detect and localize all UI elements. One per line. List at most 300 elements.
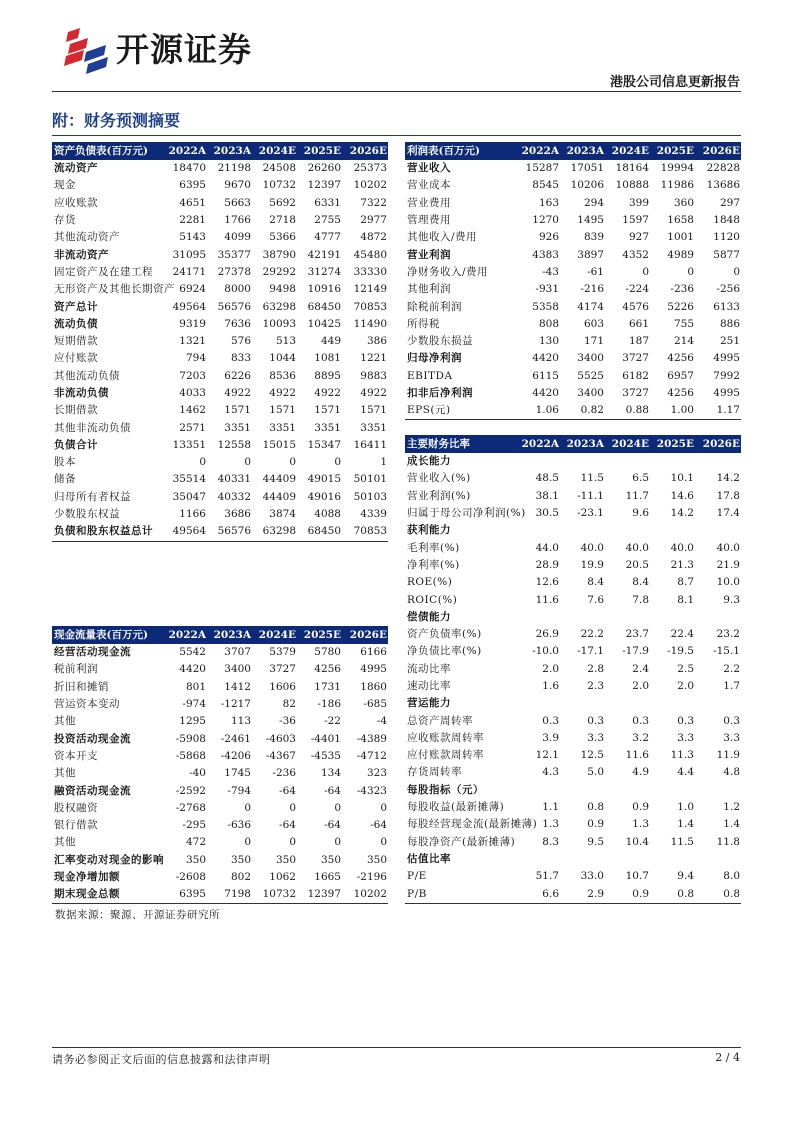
year-header: 2022A <box>162 142 207 160</box>
cell-value: 12.5 <box>580 749 604 762</box>
cell-value: 399 <box>628 196 649 209</box>
table-row <box>52 160 388 177</box>
cell-value: 23.2 <box>716 628 740 641</box>
cell-value: 49015 <box>307 473 341 486</box>
cell-value: 0 <box>334 801 341 814</box>
cell-value: 4.4 <box>677 766 694 779</box>
cell-value: 1120 <box>713 231 740 244</box>
cell-value: 7992 <box>713 369 740 382</box>
table-row <box>405 264 741 281</box>
cell-value: 5692 <box>269 196 296 209</box>
cell-value: 1.3 <box>632 818 649 831</box>
row-label: 管理费用 <box>407 214 451 227</box>
table-row <box>52 350 388 367</box>
cell-value <box>695 851 741 868</box>
cell-value: 7636 <box>224 317 251 330</box>
cell-value: 2.2 <box>723 662 740 675</box>
year-header: 2022A <box>515 142 560 160</box>
cell-value: 22828 <box>706 162 740 175</box>
cell-value: 1462 <box>179 404 206 417</box>
table-row <box>405 212 741 229</box>
cell-value: 3727 <box>622 387 649 399</box>
cell-value: 3707 <box>224 646 251 659</box>
cell-value: 5226 <box>667 300 694 313</box>
cell-value: 42191 <box>307 248 341 261</box>
cell-value: 7.6 <box>587 593 604 606</box>
cell-value: 4872 <box>360 231 387 244</box>
row-label: 少数股东损益 <box>407 335 473 348</box>
cell-value: 3727 <box>269 663 296 676</box>
cell-value: -186 <box>317 698 341 711</box>
cell-value: 3897 <box>577 248 604 261</box>
cell-value: 9498 <box>269 283 296 296</box>
cell-value: -4389 <box>356 732 387 745</box>
cell-value: -23.1 <box>577 507 604 520</box>
cell-value: 5525 <box>577 369 604 382</box>
row-label: 归母净利润 <box>407 352 462 365</box>
category-row <box>405 695 741 712</box>
row-label: EBITDA <box>407 369 453 382</box>
cell-value: 4995 <box>360 663 387 676</box>
cell-value: 0.82 <box>560 402 605 420</box>
cell-value: 4174 <box>577 300 604 313</box>
cell-value: 1270 <box>532 214 559 227</box>
cell-value: 9.3 <box>723 593 740 606</box>
cell-value: 11.5 <box>580 472 604 485</box>
cell-value: 134 <box>320 767 341 780</box>
cell-value: 35514 <box>172 473 206 486</box>
cell-value: 350 <box>366 853 387 866</box>
cell-value: 350 <box>230 853 251 866</box>
table-row <box>52 748 388 765</box>
cell-value: 5143 <box>179 231 206 244</box>
table-header-row <box>52 626 388 644</box>
cell-value: 8.3 <box>542 835 559 848</box>
cell-value: 50101 <box>353 473 387 486</box>
cell-value: -5868 <box>175 749 206 762</box>
cell-value: 0 <box>244 456 251 469</box>
row-label: 营业收入 <box>407 162 451 175</box>
cell-value: 801 <box>185 680 206 693</box>
cell-value: 10916 <box>307 283 341 296</box>
row-label: 流动资产 <box>54 162 98 175</box>
cell-value: 17.4 <box>716 507 740 520</box>
cell-value <box>560 851 605 868</box>
cell-value: 2755 <box>314 214 341 227</box>
table-row <box>52 437 388 454</box>
row-label: 其他 <box>54 715 76 728</box>
cell-value: 1571 <box>269 404 296 417</box>
table-row <box>405 661 741 678</box>
cell-value: 22.2 <box>580 628 604 641</box>
cell-value: 31095 <box>172 248 206 261</box>
year-header: 2025E <box>650 142 695 160</box>
cell-value: 297 <box>719 196 740 209</box>
cell-value: 8.1 <box>677 593 694 606</box>
table-row <box>52 333 388 350</box>
table-row <box>52 523 388 541</box>
table-row <box>405 368 741 385</box>
row-label: 税前利润 <box>54 663 98 676</box>
cell-value: 1.06 <box>515 402 560 420</box>
cell-value: 12397 <box>307 179 341 192</box>
cell-value: 50103 <box>353 490 387 503</box>
cell-value: 0 <box>199 456 206 469</box>
cell-value: -17.9 <box>622 645 649 658</box>
table-row <box>52 402 388 419</box>
cell-value: 4922 <box>269 387 296 399</box>
cell-value: 3.3 <box>723 731 740 744</box>
cell-value: 1597 <box>622 214 649 227</box>
cell-value: 513 <box>275 335 296 348</box>
table-row <box>52 454 388 471</box>
cell-value: 6924 <box>179 283 206 296</box>
cell-value: 3351 <box>314 421 341 434</box>
cell-value: -64 <box>324 819 341 832</box>
cell-value <box>695 522 741 539</box>
table-row <box>52 782 388 799</box>
cell-value: 4420 <box>532 387 559 399</box>
row-label: ROE(%) <box>407 576 453 589</box>
cell-value: 29292 <box>262 265 296 278</box>
cell-value: 808 <box>538 317 559 330</box>
cell-value: 1665 <box>314 871 341 883</box>
table-row <box>405 712 741 729</box>
row-label: 现金净增加额 <box>54 871 120 883</box>
table-row <box>52 679 388 696</box>
row-label: 营运能力 <box>407 697 451 710</box>
cell-value: 9883 <box>360 369 387 382</box>
cell-value: 214 <box>673 335 694 348</box>
cell-value: 11.8 <box>716 835 740 848</box>
table-row <box>405 470 741 487</box>
cell-value: -4712 <box>356 749 387 762</box>
table-row <box>52 869 388 886</box>
cell-value: -685 <box>363 698 387 711</box>
cell-value: 4099 <box>224 231 251 244</box>
cell-value: -22 <box>324 715 341 728</box>
cell-value: 113 <box>230 715 251 728</box>
cell-value: 40332 <box>217 490 251 503</box>
cell-value: 163 <box>538 196 559 209</box>
cell-value: 4256 <box>667 352 694 365</box>
cell-value: 6115 <box>532 369 559 382</box>
table-row <box>405 195 741 212</box>
cell-value: 40.0 <box>625 541 649 554</box>
cell-value: 68450 <box>297 523 342 541</box>
row-label: 短期借款 <box>54 335 98 348</box>
row-label: 长期借款 <box>54 404 98 417</box>
row-label: 储备 <box>54 473 76 486</box>
cell-value: 8895 <box>314 369 341 382</box>
cell-value: 12397 <box>297 886 342 904</box>
cell-value <box>605 695 650 712</box>
cell-value: 10093 <box>262 317 296 330</box>
title-divider <box>52 135 741 136</box>
cell-value: 13351 <box>172 438 206 451</box>
cell-value: 1.0 <box>677 801 694 814</box>
cell-value: -4535 <box>310 749 341 762</box>
cell-value: 0.3 <box>677 714 694 727</box>
row-label: 除税前利润 <box>407 300 462 313</box>
cell-value <box>515 453 560 470</box>
table-title: 利润表(百万元) <box>405 142 515 160</box>
cell-value: 576 <box>230 335 251 348</box>
cell-value: 7203 <box>179 369 206 382</box>
cell-value: 1.17 <box>695 402 741 420</box>
cell-value: 0 <box>380 836 387 849</box>
row-label: 其他利润 <box>407 283 451 296</box>
cell-value: 16411 <box>353 438 387 451</box>
row-label: 负债合计 <box>54 438 98 451</box>
cell-value <box>695 695 741 712</box>
cell-value: 0.9 <box>632 801 649 814</box>
cell-value: 3686 <box>224 508 251 521</box>
cell-value: 40331 <box>217 473 251 486</box>
cell-value: 1745 <box>224 767 251 780</box>
row-label: 股本 <box>54 456 76 469</box>
year-header: 2026E <box>695 435 741 453</box>
table-row <box>52 661 388 678</box>
cell-value: 4.3 <box>542 766 559 779</box>
cell-value: 6331 <box>314 196 341 209</box>
cell-value: -36 <box>279 715 296 728</box>
row-label: 营业成本 <box>407 179 451 192</box>
cell-value: 10.7 <box>625 870 649 883</box>
row-label: 经营活动现金流 <box>54 646 131 659</box>
cell-value: 45480 <box>353 248 387 261</box>
cell-value: 70853 <box>342 523 388 541</box>
cell-value <box>695 609 741 626</box>
table-row <box>405 177 741 194</box>
row-label: 所得税 <box>407 317 440 330</box>
table-row <box>52 765 388 782</box>
cell-value: -10.0 <box>532 645 559 658</box>
cell-value: 1.6 <box>542 680 559 692</box>
cell-value: 21.3 <box>670 558 694 571</box>
cell-value: 0.8 <box>587 801 604 814</box>
cell-value: 26.9 <box>535 628 559 641</box>
category-row <box>405 782 741 799</box>
year-header: 2023A <box>207 142 252 160</box>
table-row <box>405 885 741 903</box>
cell-value: -17.1 <box>577 645 604 658</box>
cell-value <box>650 851 695 868</box>
cell-value: 2977 <box>360 214 387 227</box>
cell-value: 11.5 <box>670 835 694 848</box>
cell-value: 1221 <box>360 352 387 365</box>
cell-value: 23.7 <box>625 628 649 641</box>
table-row <box>52 730 388 747</box>
table-row <box>405 246 741 263</box>
cell-value: 5.0 <box>587 766 604 779</box>
cell-value: 3351 <box>224 421 251 434</box>
cell-value: -64 <box>324 784 341 797</box>
table-row <box>405 747 741 764</box>
cell-value: 2.9 <box>560 885 605 903</box>
cell-value: -61 <box>587 265 604 278</box>
row-label: 流动比率 <box>407 662 451 675</box>
year-header: 2023A <box>560 435 605 453</box>
row-label: 资产总计 <box>54 300 98 313</box>
cell-value: 24508 <box>262 162 296 175</box>
cell-value <box>560 453 605 470</box>
cell-value: 8.0 <box>723 870 740 883</box>
cell-value: -1217 <box>220 698 251 711</box>
cell-value <box>560 695 605 712</box>
cell-value: 8.7 <box>677 576 694 589</box>
cell-value: 2.8 <box>587 662 604 675</box>
cell-value: 794 <box>185 352 206 365</box>
cell-value: 4256 <box>314 663 341 676</box>
cell-value: 20.5 <box>625 558 649 571</box>
table-row <box>52 852 388 869</box>
cell-value: 0.88 <box>605 402 650 420</box>
row-label: 投资活动现金流 <box>54 732 131 745</box>
cell-value: 8536 <box>269 369 296 382</box>
cell-value: 4.8 <box>723 766 740 779</box>
cell-value: -64 <box>279 819 296 832</box>
table-row <box>52 471 388 488</box>
cell-value: 6957 <box>667 369 694 382</box>
cell-value: 187 <box>628 335 649 348</box>
cell-value <box>605 453 650 470</box>
cell-value: 70853 <box>353 300 387 313</box>
cell-value: 2.4 <box>632 662 649 675</box>
source-note: 数据来源：聚源、开源证券研究所 <box>55 909 220 921</box>
cell-value: 15347 <box>307 438 341 451</box>
cell-value: 0 <box>380 801 387 814</box>
cell-value: 802 <box>230 871 251 883</box>
row-label: 其他 <box>54 767 76 780</box>
cell-value: 0 <box>289 836 296 849</box>
cell-value: 294 <box>583 196 604 209</box>
cell-value <box>605 782 650 799</box>
table-row <box>405 229 741 246</box>
table-row <box>405 281 741 298</box>
category-row <box>405 453 741 470</box>
cell-value: 1062 <box>269 871 296 883</box>
row-label: 净财务收入/费用 <box>407 265 489 278</box>
cell-value: 68450 <box>307 300 341 313</box>
cell-value: 833 <box>230 352 251 365</box>
header-divider <box>52 91 741 92</box>
cell-value: -256 <box>716 283 740 296</box>
table-row <box>52 212 388 229</box>
cell-value: 3.2 <box>632 731 649 744</box>
row-label: 应收账款 <box>54 196 98 209</box>
cell-value: 4339 <box>360 508 387 521</box>
row-label: ROIC(%) <box>407 593 458 606</box>
table-row <box>405 385 741 402</box>
table-row <box>52 817 388 834</box>
row-label: 股权融资 <box>54 801 98 814</box>
row-label: 流动负债 <box>54 317 98 330</box>
table-row <box>52 489 388 506</box>
cell-value: 17.8 <box>716 489 740 502</box>
cell-value <box>650 453 695 470</box>
year-header: 2026E <box>342 142 388 160</box>
year-header: 2023A <box>560 142 605 160</box>
kaiyuan-logo-icon <box>62 28 110 74</box>
cell-value: 1.1 <box>542 801 559 814</box>
cell-value: -64 <box>370 819 387 832</box>
table-row <box>52 316 388 333</box>
row-label: EPS(元) <box>405 402 515 420</box>
cell-value: 5379 <box>269 646 296 659</box>
cell-value: 11.6 <box>535 593 559 606</box>
cell-value: 35377 <box>217 248 251 261</box>
cell-value: 1.00 <box>650 402 695 420</box>
cell-value: 12558 <box>217 438 251 451</box>
cell-value: 6.6 <box>515 885 560 903</box>
cell-value: 7322 <box>360 196 387 209</box>
cell-value: 1860 <box>360 680 387 693</box>
company-logo <box>62 26 292 76</box>
cell-value: 30.5 <box>535 507 559 520</box>
row-label: 折旧和摊销 <box>54 680 109 693</box>
table-row <box>405 730 741 747</box>
cell-value: 38.1 <box>535 489 559 502</box>
page-title: 附：财务预测摘要 <box>52 111 181 130</box>
cell-value: -216 <box>580 283 604 296</box>
cell-value: -236 <box>272 767 296 780</box>
cell-value: 0 <box>289 801 296 814</box>
cell-value: 3.9 <box>542 731 559 744</box>
cell-value: 14.2 <box>716 472 740 485</box>
table-row <box>405 816 741 833</box>
cell-value: 1.7 <box>723 680 740 692</box>
cell-value: 1495 <box>577 214 604 227</box>
table-row <box>405 868 741 885</box>
cell-value: 1571 <box>314 404 341 417</box>
row-label: 净利率(%) <box>407 558 460 571</box>
cell-value: 6182 <box>622 369 649 382</box>
cell-value: 82 <box>282 698 296 711</box>
cell-value: 4420 <box>179 663 206 676</box>
cell-value: 5366 <box>269 231 296 244</box>
table-header-row <box>52 142 388 160</box>
cell-value: 350 <box>320 853 341 866</box>
cell-value: 0 <box>289 456 296 469</box>
row-label: 应收账款周转率 <box>407 731 484 744</box>
cell-value: 18164 <box>615 162 649 175</box>
cell-value: 25373 <box>353 162 387 175</box>
row-label: 营业利润 <box>407 248 451 261</box>
cell-value: 0.3 <box>587 714 604 727</box>
company-name: 开源证券 <box>116 30 252 69</box>
year-header: 2024E <box>252 142 297 160</box>
cell-value: 1571 <box>224 404 251 417</box>
row-label: 速动比率 <box>407 680 451 692</box>
table-row <box>405 799 741 816</box>
cell-value: 1.4 <box>723 818 740 831</box>
year-header: 2025E <box>650 435 695 453</box>
cell-value: 130 <box>538 335 559 348</box>
cell-value: -5908 <box>175 732 206 745</box>
cell-value: 6395 <box>179 179 206 192</box>
cell-value: 4922 <box>224 387 251 399</box>
cell-value: 13686 <box>706 179 740 192</box>
cell-value <box>650 609 695 626</box>
row-label: 负债和股东权益总计 <box>52 523 162 541</box>
cell-value: 3351 <box>360 421 387 434</box>
table-header-row <box>405 435 741 453</box>
row-label: 非流动负债 <box>54 387 109 399</box>
cell-value: 0 <box>687 265 694 278</box>
row-label: 固定资产及在建工程 <box>54 265 153 278</box>
cell-value: 6133 <box>713 300 740 313</box>
